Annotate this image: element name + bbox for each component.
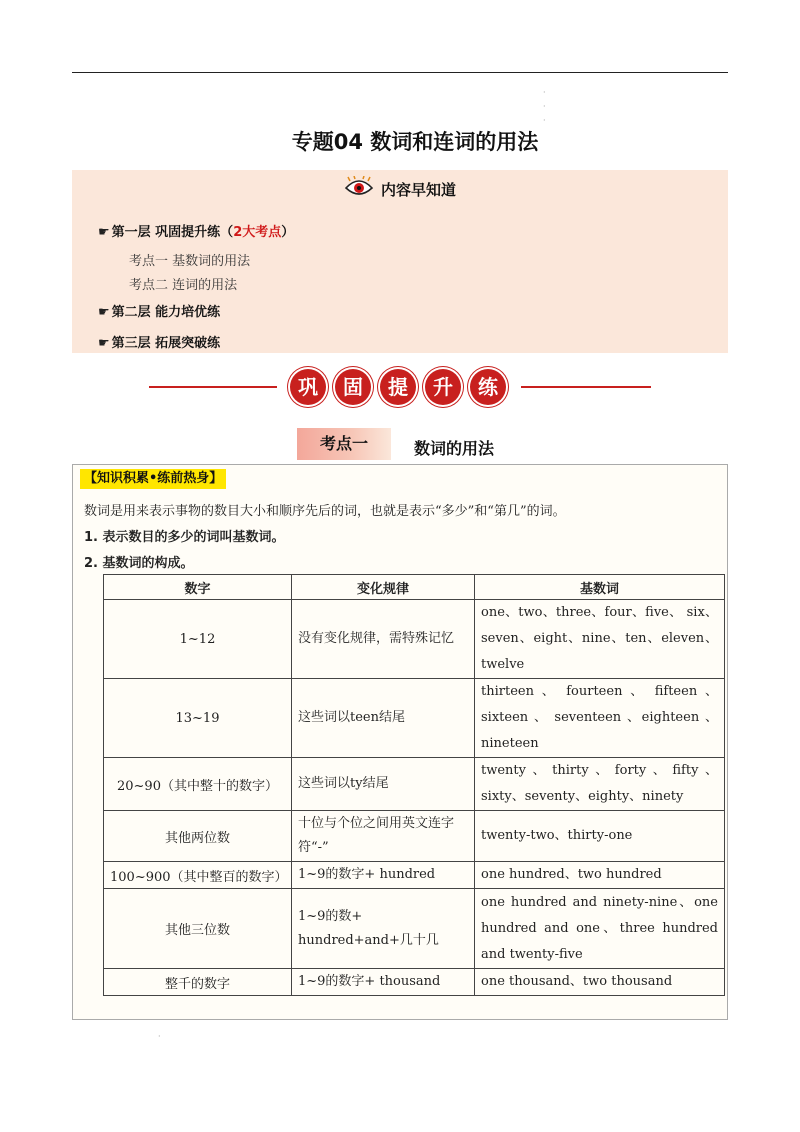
knowledge-tag: 【知识积累•练前热身】 [80,469,226,489]
banner-line-right [521,386,651,388]
banner-char: 提 [380,369,416,405]
banner-char: 练 [470,369,506,405]
table-header: 变化规律 [292,575,475,600]
table-row [104,600,725,679]
sub-item-2: 考点二 连词的用法 [129,278,238,293]
scan-dots: · · · [543,88,546,125]
table-cell: twenty-two、thirty-one [475,811,725,862]
scan-dot: · [158,1032,161,1041]
sub-item-1: 考点一 基数词的用法 [129,254,251,269]
table-cell: 13~19 [104,679,292,758]
overview-panel [72,170,728,353]
layer-2 [98,301,220,320]
table-cell: one hundred and ninety-nine、one hundred and one、three hundred and twenty-five [475,889,725,969]
banner-char: 巩 [290,369,326,405]
hand-pointer-icon: ☛ [98,225,110,240]
point-1: 1. 表示数目的多少的词叫基数词。 [84,530,285,545]
table-cell: 整千的数字 [104,969,292,996]
table-cell: one hundred、two hundred [475,862,725,889]
table-cell: 1~12 [104,600,292,679]
table-cell: 没有变化规律，需特殊记忆 [292,600,475,679]
intro-text: 数词是用来表示事物的数目大小和顺序先后的词，也就是表示“多少”和“第几”的词。 [84,504,566,519]
layer-2-text: 第二层 能力培优练 [111,305,221,320]
table-cell: 100~900（其中整百的数字） [104,862,292,889]
section-banner [149,366,651,408]
table-row [104,679,725,758]
table-cell: 这些词以teen结尾 [292,679,475,758]
layer-1-highlight: 2大考点 [233,225,282,240]
banner-char: 升 [425,369,461,405]
table-cell: one thousand、two thousand [475,969,725,996]
table-cell: 其他两位数 [104,811,292,862]
table-cell: thirteen 、 fourteen 、 fifteen 、sixteen 、 seventeen 、eighteen 、nineteen [475,679,725,758]
banner-line-left [149,386,277,388]
table-row [104,862,725,889]
table-cell: 1~9的数字+ thousand [292,969,475,996]
layer-1-suffix: ） [281,225,295,240]
table-row [104,889,725,969]
banner-char: 固 [335,369,371,405]
page-title: 专题04 数词和连词的用法 [291,130,539,154]
table-cell: 1~9的数字+ hundred [292,862,475,889]
table-cell: 1~9的数+ hundred+and+几十几 [292,889,475,969]
table-cell: twenty、thirty、forty、fifty、 sixty、seventy、eighty、ninety [475,758,725,811]
section-title: 数词的用法 [414,439,495,458]
hand-pointer-icon: ☛ [98,305,110,320]
layer-1-prefix: 第一层 巩固提升练（ [111,225,234,240]
section-label: 考点一 [297,428,391,460]
table-cell: 这些词以ty结尾 [292,758,475,811]
eye-icon [344,176,374,202]
table-row [104,969,725,996]
overview-heading [72,176,728,202]
table-header-row [104,575,725,600]
table-cell: 十位与个位之间用英文连字符“-” [292,811,475,862]
table-cell: 其他三位数 [104,889,292,969]
table-header: 数字 [104,575,292,600]
hand-pointer-icon: ☛ [98,336,110,351]
layer-3-text: 第三层 拓展突破练 [111,336,221,351]
table-row [104,758,725,811]
point-2: 2. 基数词的构成。 [84,556,194,571]
header-rule [72,72,728,73]
cardinal-number-table [103,574,725,996]
table-cell: 20~90（其中整十的数字） [104,758,292,811]
overview-heading-text: 内容早知道 [381,180,457,199]
table-row [104,811,725,862]
table-cell: one、two、three、four、five、 six、seven、eight、nine、ten、eleven、twelve [475,600,725,679]
layer-3 [98,332,220,351]
table-header: 基数词 [475,575,725,600]
layer-1 [98,221,294,240]
